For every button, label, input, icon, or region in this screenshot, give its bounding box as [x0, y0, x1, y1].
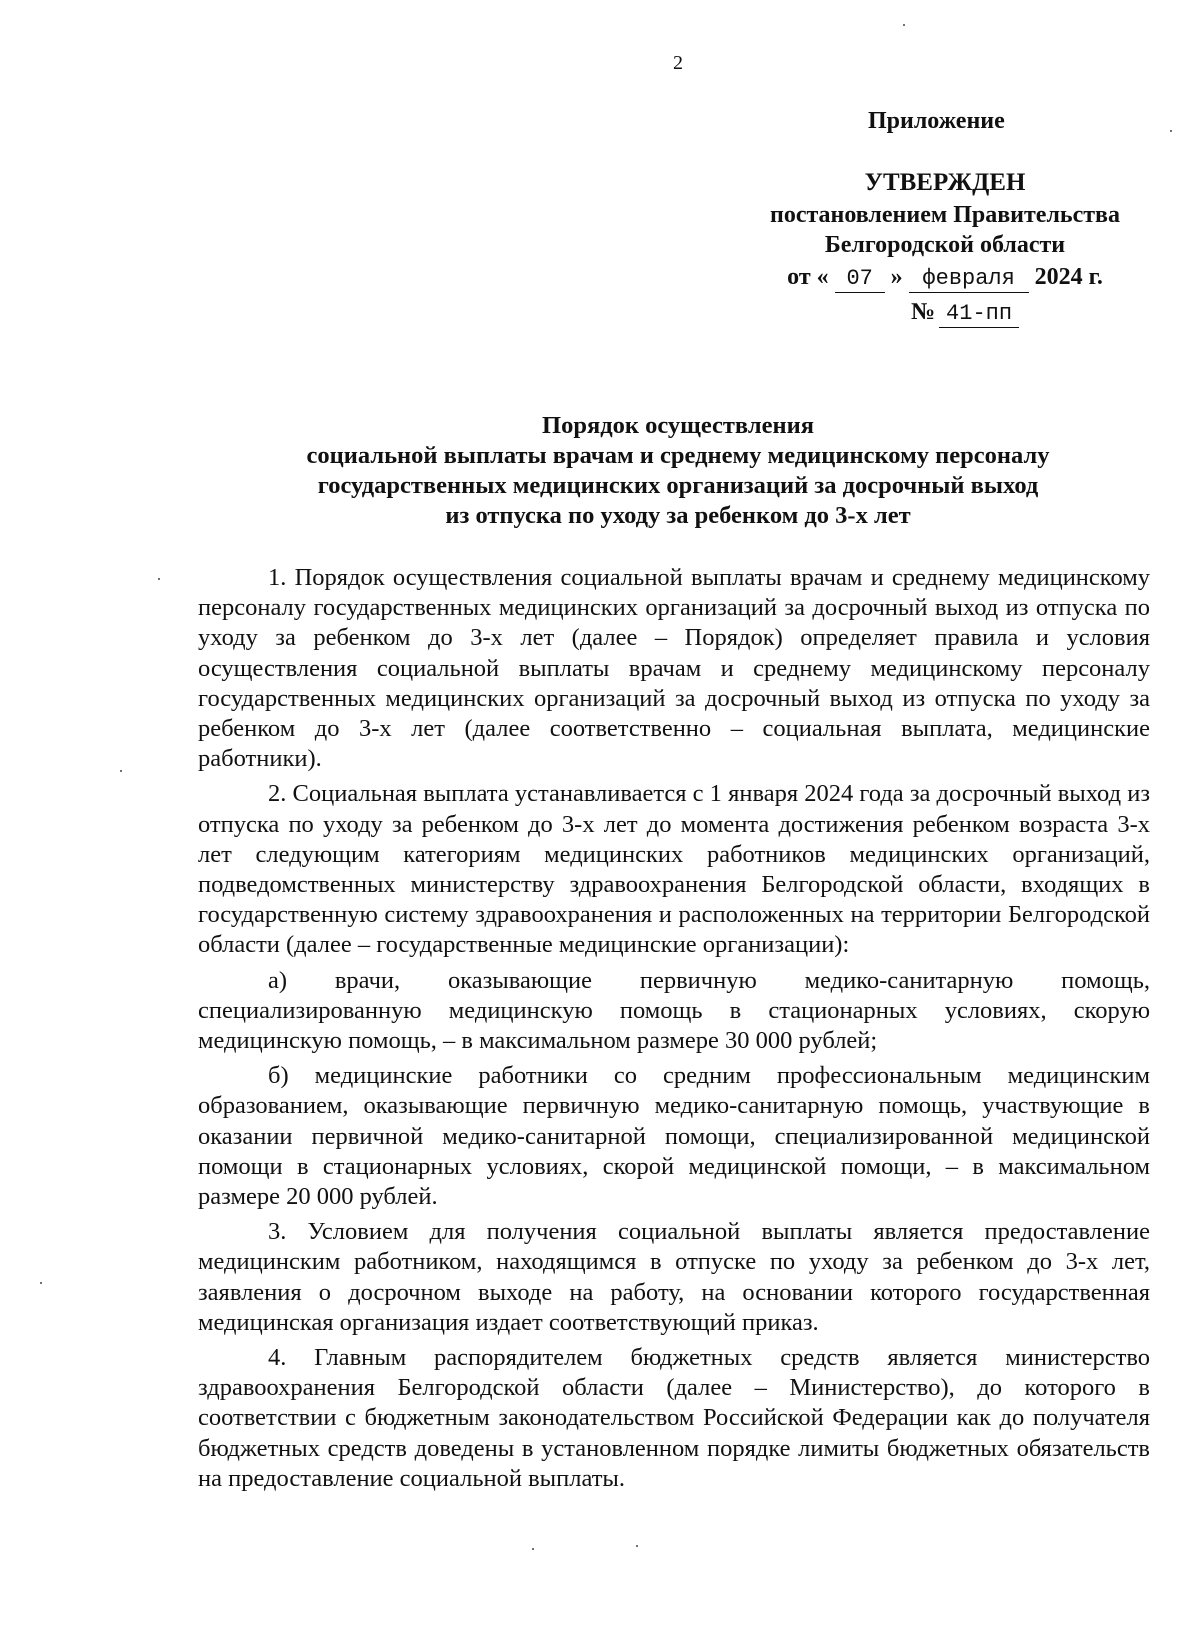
- date-day: 07: [835, 266, 885, 293]
- document-number: 41-пп: [939, 301, 1019, 328]
- date-year: 2024 г.: [1034, 264, 1103, 290]
- date-month: февраля: [909, 266, 1029, 293]
- title-line-2: социальной выплаты врачам и среднему медицинскому персоналу: [306, 442, 1050, 469]
- document-body: [198, 563, 1150, 1499]
- scan-speck: [903, 24, 905, 26]
- scan-speck: [1170, 130, 1172, 132]
- approval-block: [740, 168, 1150, 328]
- scan-speck: [120, 770, 122, 772]
- scan-speck: [158, 578, 160, 580]
- paragraph-2a: а) врачи, оказывающие первичную медико-санитарную помощь, специализированную медицинскую помощь в стационарных условиях, скорую медицинскую помощь, – в максимальном размере 30 000 рублей;: [198, 966, 1150, 1055]
- title-line-4: из отпуска по уходу за ребенком до 3-х лет: [445, 502, 911, 529]
- approved-heading: УТВЕРЖДЕН: [864, 169, 1026, 196]
- title-line-1: Порядок осуществления: [542, 412, 814, 439]
- approval-number: [740, 297, 1150, 328]
- date-day-close: »: [890, 264, 903, 290]
- paragraph-2: 2. Социальная выплата устанавливается с 1 января 2024 года за досрочный выход из отпуска по уходу за ребенком до 3-х лет до момента достижения ребенком возраста 3-х лет следующим категориям медицинских работников медицинских организаций, подведомственных министерству здравоохранения Белгородской области, входящих в государственную систему здравоохранения и расположенных на территории Белгородской области (далее – государственные медицинские организации):: [198, 780, 1150, 959]
- scan-speck: [636, 1545, 638, 1547]
- paragraph-4: 4. Главным распорядителем бюджетных средств является министерство здравоохранения Белгородской области (далее – Министерство), до которого в соответствии с бюджетным законодательством Российской Федерации как до получателя бюджетных средств доведены в установленном порядке лимиты бюджетных обязательств на предоставление социальной выплаты.: [198, 1344, 1150, 1492]
- title-line-3: государственных медицинских организаций за досрочный выход: [317, 472, 1039, 499]
- document-title: [200, 411, 1156, 531]
- page-number: 2: [673, 52, 683, 74]
- appendix-label: Приложение: [868, 108, 1005, 134]
- number-prefix: №: [910, 299, 936, 325]
- approval-date: [740, 262, 1150, 293]
- approved-by-line-1: постановлением Правительства: [769, 202, 1120, 228]
- paragraph-3: 3. Условием для получения социальной выплаты является предоставление медицинским работником, находящимся в отпуске по уходу за ребенком до 3-х лет, заявления о досрочном выходе на работу, на основании которого государственная медицинская организация издает соответствующий приказ.: [198, 1218, 1150, 1336]
- scan-speck: [40, 1282, 42, 1284]
- scan-speck: [532, 1548, 534, 1550]
- date-prefix: от «: [787, 264, 829, 290]
- approved-by-line-2: Белгородской области: [824, 232, 1066, 258]
- paragraph-1: 1. Порядок осуществления социальной выплаты врачам и среднему медицинскому персоналу государственных медицинских организаций за досрочный выход из отпуска по уходу за ребенком до 3-х лет (далее – Порядок) определяет правила и условия осуществления социальной выплаты врачам и среднему медицинскому персоналу государственных медицинских организаций за досрочный выход из отпуска по уходу за ребенком до 3-х лет (далее соответственно – социальная выплата, медицинские работники).: [198, 564, 1150, 773]
- paragraph-2b: б) медицинские работники со средним профессиональным медицинским образованием, оказывающие первичную медико-санитарную помощь, участвующие в оказании первичной медико-санитарной помощи, специализированной медицинской помощи в стационарных условиях, скорой медицинской помощи, – в максимальном размере 20 000 рублей.: [198, 1062, 1150, 1211]
